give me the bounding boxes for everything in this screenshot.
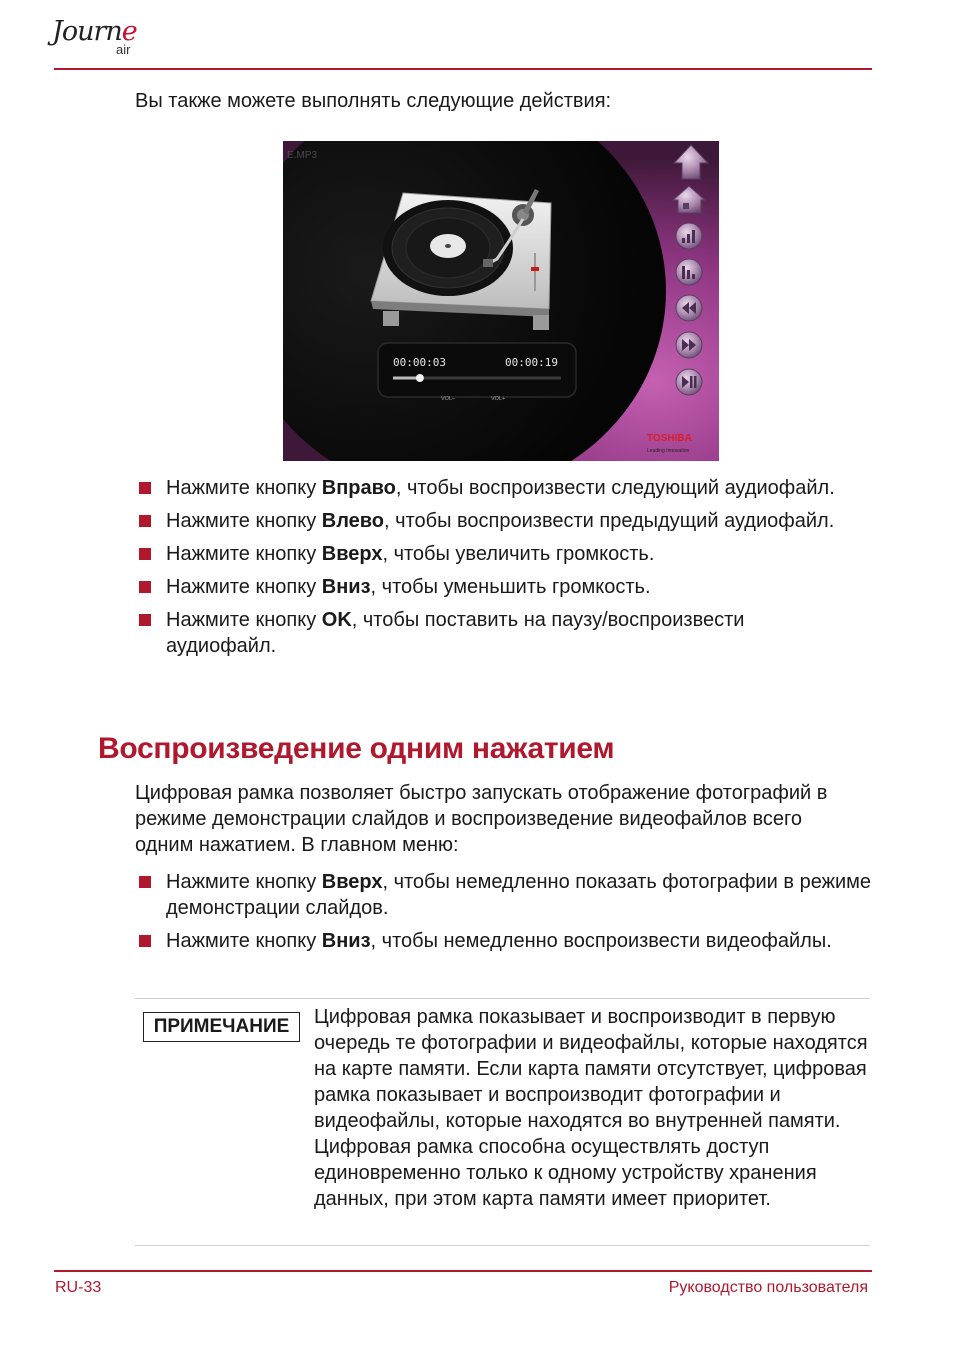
screen-file-label: E.MP3 xyxy=(287,150,318,161)
next-icon xyxy=(676,332,702,358)
brand-logo: TOSHIBA xyxy=(647,433,692,444)
journe-air-logo xyxy=(52,14,162,64)
elapsed-time: 00:00:03 xyxy=(393,356,446,369)
total-time: 00:00:19 xyxy=(505,356,558,369)
section-heading: Воспроизведение одним нажатием xyxy=(98,732,615,765)
note-text: Цифровая рамка показывает и воспроизводит в первую очередь те фотографии и видеофайлы, которые находятся на карте памяти. Если карта памяти отсутствует, цифровая рамка показывает и воспроизводит фотографии и видеофайлы, которые находятся во внутренней памяти. Цифровая рамка способна осуществлять доступ единовременно только к одному устройству хранения данных, при этом карта памяти имеет приоритет. xyxy=(314,1006,868,1210)
turntable-icon xyxy=(371,189,551,330)
footer-rule xyxy=(54,1270,872,1272)
bullet-icon xyxy=(139,876,151,888)
navigation-actions-list xyxy=(135,475,835,666)
logo-script-text: Journe xyxy=(52,16,137,47)
music-player-illustration xyxy=(283,141,719,461)
bullet-icon xyxy=(139,614,151,626)
logo-sub-text: air xyxy=(116,42,131,57)
page-number: RU-33 xyxy=(55,1279,102,1296)
list-item: Нажмите кнопку Вверх, чтобы увеличить громкость. xyxy=(135,541,835,567)
bullet-icon xyxy=(139,581,151,593)
play-pause-icon xyxy=(676,369,702,395)
footer-title: Руководство пользователя xyxy=(668,1279,868,1296)
section-intro-text: Цифровая рамка позволяет быстро запускать отображение фотографий в режиме демонстрации слайдов и воспроизведение видеофайлов всего одним нажатием. В главном меню: xyxy=(135,782,828,856)
previous-icon xyxy=(676,295,702,321)
vol-plus-label: VOL+ xyxy=(491,396,506,402)
bullet-icon xyxy=(139,548,151,560)
note-top-divider xyxy=(135,998,870,999)
vol-minus-label: VOL– xyxy=(441,396,456,402)
brand-tagline: Leading Innovation xyxy=(647,448,690,454)
list-item: Нажмите кнопку Вверх, чтобы немедленно показать фотографии в режиме демонстрации слайдов. xyxy=(135,869,875,921)
list-item: Нажмите кнопку Вниз, чтобы немедленно воспроизвести видеофайлы. xyxy=(135,928,875,954)
note-bottom-divider xyxy=(135,1245,870,1246)
list-item: Нажмите кнопку Влево, чтобы воспроизвести предыдущий аудиофайл. xyxy=(135,508,835,534)
volume-down-icon xyxy=(676,259,702,285)
volume-up-icon xyxy=(676,223,702,249)
list-item: Нажмите кнопку Вниз, чтобы уменьшить громкость. xyxy=(135,574,835,600)
header-rule xyxy=(54,68,872,70)
bullet-icon xyxy=(139,935,151,947)
bullet-icon xyxy=(139,482,151,494)
playback-panel xyxy=(378,343,576,397)
list-item: Нажмите кнопку Вправо, чтобы воспроизвести следующий аудиофайл. xyxy=(135,475,835,501)
note-label: ПРИМЕЧАНИЕ xyxy=(143,1012,300,1042)
bullet-icon xyxy=(139,515,151,527)
intro-text: Вы также можете выполнять следующие действия: xyxy=(135,90,612,112)
music-player-screenshot xyxy=(283,141,719,461)
list-item: Нажмите кнопку OK, чтобы поставить на паузу/воспроизвести аудиофайл. xyxy=(135,607,835,659)
progress-knob xyxy=(416,374,424,382)
one-touch-actions-list xyxy=(135,869,875,961)
